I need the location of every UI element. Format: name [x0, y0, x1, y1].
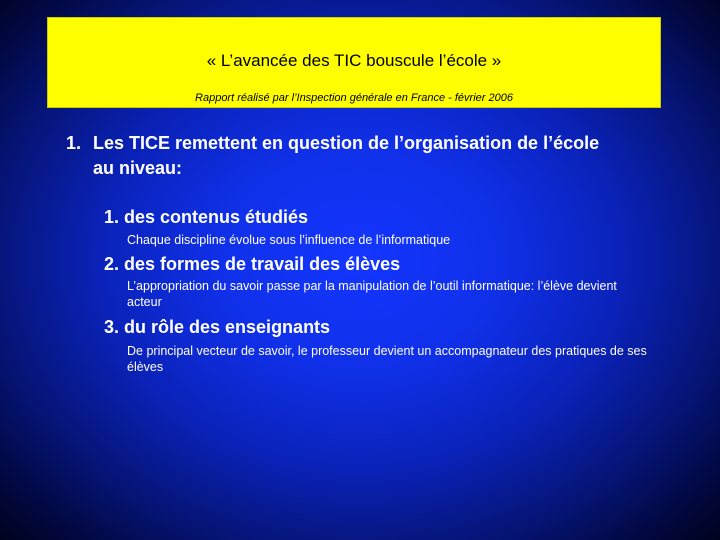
subpoint-heading-formes: 2. des formes de travail des élèves — [104, 254, 401, 274]
main-point-text: Les TICE remettent en question de l’organisation de l’école au niveau: — [93, 133, 600, 178]
subpoint-description-contenus: Chaque discipline évolue sous l’influence de l’informatique — [127, 233, 451, 247]
title-box — [47, 17, 661, 108]
subpoint-description-role: De principal vecteur de savoir, le professeur devient un accompagnateur des pratiques de ses élèves — [127, 344, 647, 374]
slide-title: « L’avancée des TIC bouscule l’école » — [206, 51, 502, 70]
subpoint-heading-contenus: 1. des contenus étudiés — [104, 207, 309, 227]
main-point-number: 1. — [66, 133, 82, 153]
subpoint-heading-role: 3. du rôle des enseignants — [104, 317, 331, 337]
subpoint-description-formes: L’appropriation du savoir passe par la manipulation de l’outil informatique: l’élève devient acteur — [127, 279, 617, 309]
slide-subtitle: Rapport réalisé par l’Inspection générale en France - février 2006 — [195, 92, 513, 104]
